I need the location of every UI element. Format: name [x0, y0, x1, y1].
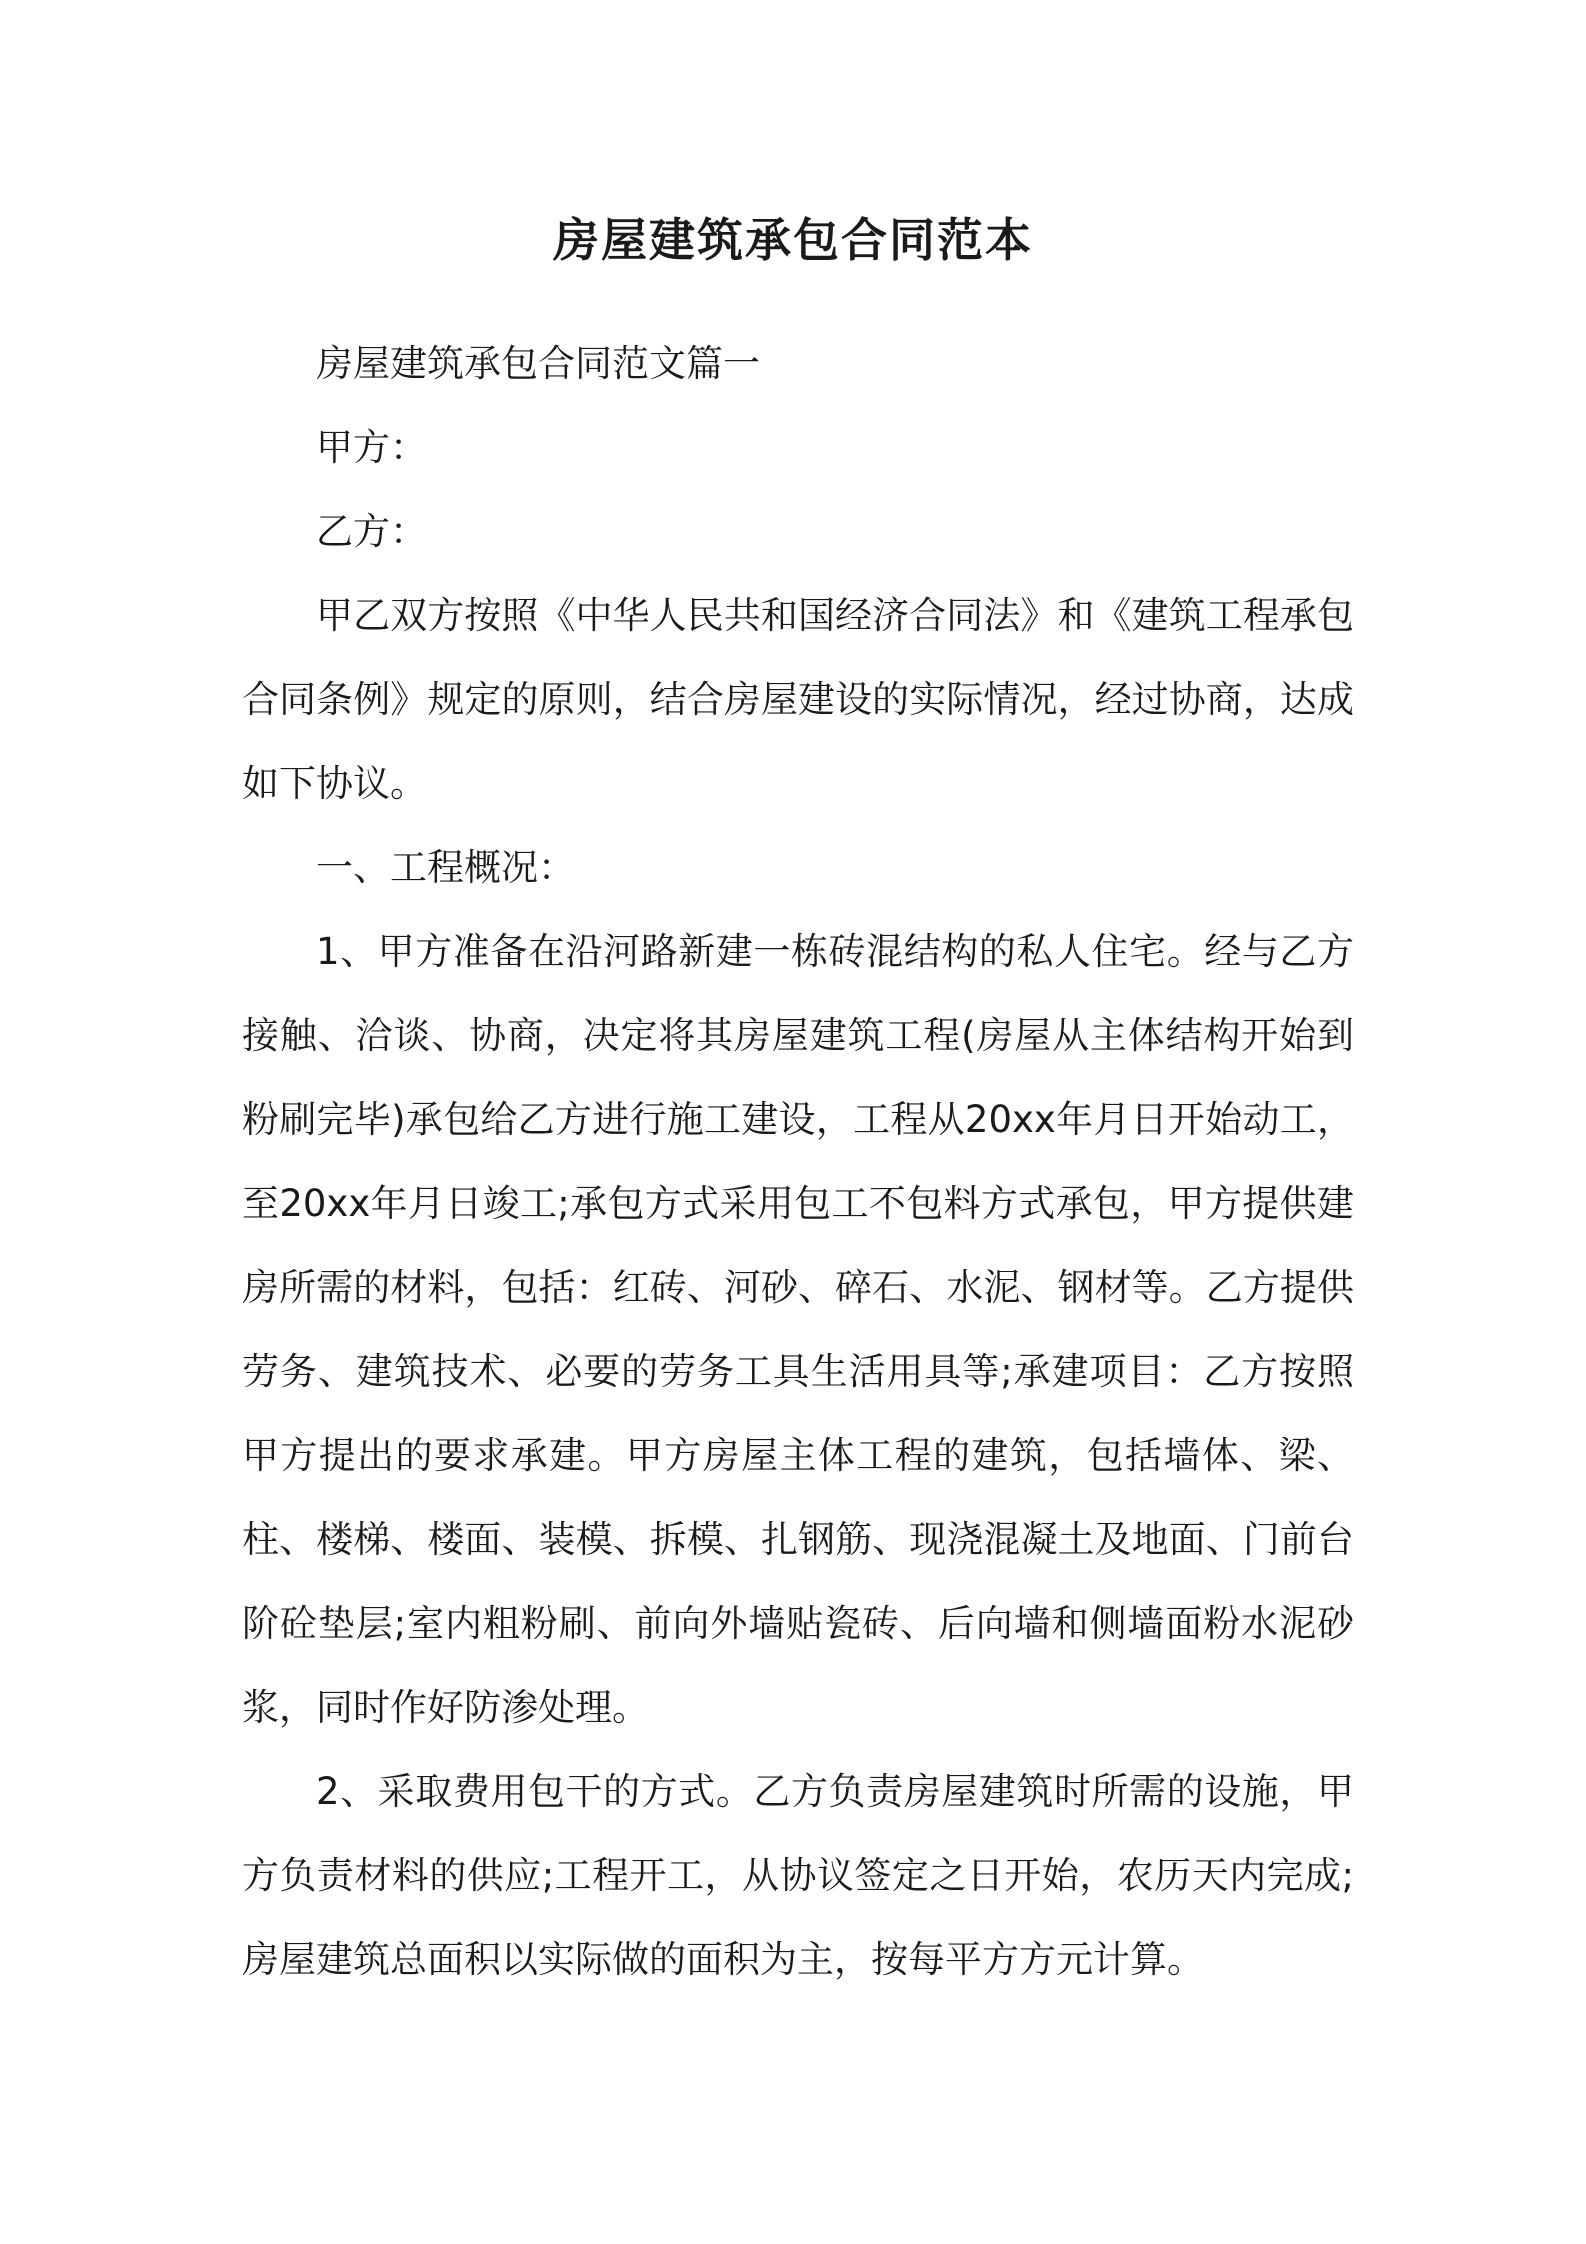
section1-heading: 一、工程概况：	[316, 846, 575, 889]
subtitle-paragraph: 房屋建筑承包合同范文篇一	[316, 342, 760, 385]
party-b-line: 乙方：	[316, 510, 427, 553]
party-a-line: 甲方：	[316, 426, 427, 469]
intro-paragraph: 甲乙双方按照《中华人民共和国经济合同法》和《建筑工程承包合同条例》规定的原则，结合房屋建设的实际情况，经过协商，达成如下协议。	[242, 594, 1354, 805]
item2-paragraph: 2、采取费用包干的方式。乙方负责房屋建筑时所需的设施，甲方负责材料的供应;工程开工，从协议签定之日开始，农历天内完成;房屋建筑总面积以实际做的面积为主，按每平方方元计算。	[242, 1770, 1354, 1981]
item1-paragraph: 1、甲方准备在沿河路新建一栋砖混结构的私人住宅。经与乙方接触、洽谈、协商，决定将其房屋建筑工程(房屋从主体结构开始到粉刷完毕)承包给乙方进行施工建设，工程从20xx年月日开始动工，至20xx年月日竣工;承包方式采用包工不包料方式承包，甲方提供建房所需的材料，包括：红砖、河砂、碎石、水泥、钢材等。乙方提供劳务、建筑技术、必要的劳务工具生活用具等;承建项目：乙方按照甲方提出的要求承建。甲方房屋主体工程的建筑，包括墙体、梁、柱、楼梯、楼面、装模、拆模、扎钢筋、现浇混凝土及地面、门前台阶砼垫层;室内粗粉刷、前向外墙贴瓷砖、后向墙和侧墙面粉水泥砂浆，同时作好防渗处理。	[242, 930, 1354, 1729]
document-body	[242, 322, 1354, 2002]
document-title: 房屋建筑承包合同范本	[553, 213, 1033, 267]
